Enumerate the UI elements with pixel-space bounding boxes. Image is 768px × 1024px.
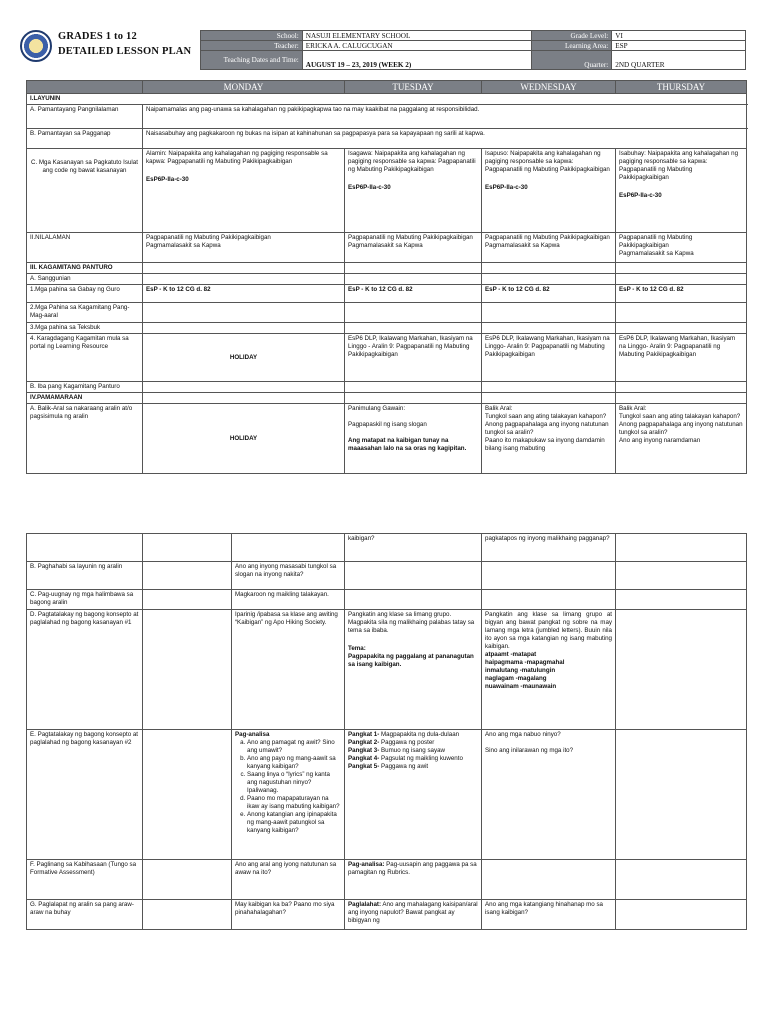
paglinang-wednesday (345, 860, 482, 900)
row-label-paglalapat: G. Paglalapat ng aralin sa pang araw-araw na buhay (27, 900, 143, 930)
empty-cell (616, 730, 747, 860)
empty-cell (143, 303, 345, 323)
pangkat-task: Pagsulat ng maikling kuwento (381, 755, 463, 762)
paglinang-wednesday-text: Pag-uusapin ang paggawa pa sa pamagitan ng Rubrics. (348, 861, 477, 876)
empty-cell (616, 303, 747, 323)
balik-aral-wednesday: Balik Aral: Tungkol saan ang ating talakayan kahapon? Anong pagpapahalaga ang inyong natutunan tungkol sa aralin? Paano ito makapukaw sa inyong damdamin bilang isang mabuting (482, 404, 616, 474)
pangkat-item (348, 747, 478, 755)
empty-cell (143, 382, 345, 393)
gabay-tuesday: EsP - K to 12 CG d. 82 (345, 285, 482, 303)
day-thursday: THURSDAY (616, 81, 747, 94)
blank-header (27, 81, 143, 94)
empty-cell (616, 323, 747, 334)
lesson-plan-table-page2 (26, 533, 747, 930)
row-label-gabay-guro: 1.Mga pahina sa Gabay ng Guro (27, 285, 143, 303)
row-label-learning-resource: 4. Karagdagang Kagamitan mula sa portal ng Learning Resource (27, 334, 143, 382)
paghahabi-tuesday: Ano ang inyong masasabi tungkol sa slogan na inyong nakita? (232, 562, 345, 590)
empty-cell (143, 274, 345, 285)
empty-cell (345, 303, 482, 323)
pagtatalakay-2-wednesday (345, 730, 482, 860)
paglalapat-wednesday-text: Ano ang mahalagang kaisipan/aral ang inyong napulot? Bawat pangkat ay bibigyan ng (348, 901, 478, 924)
row-label-pagtatalakay-2: E. Pagtatalakay ng bagong konsepto at paglalahad ng bagong kasanayan #2 (27, 730, 143, 860)
empty-cell (482, 860, 616, 900)
empty-cell (616, 900, 747, 930)
empty-cell (482, 274, 616, 285)
doc-title-line2: DETAILED LESSON PLAN (58, 46, 192, 57)
kasanayan-tuesday-text: Isagawa: Naipapakita ang kahalagahan ng pagiging responsable sa kapwa: Pagpapanatili ng Mabuting Pakikipagkaibigan (348, 150, 476, 173)
grade-value: VI (612, 31, 746, 41)
grade-label: Grade Level: (532, 31, 612, 41)
row-label-pamantayang-pangnilalaman: A. Pamantayang Pangnilalaman (27, 105, 143, 129)
area-value: ESP (612, 41, 746, 51)
empty-cell (482, 393, 616, 404)
pagtatalakay-1-wednesday-tema: Pagpapakita ng paggalang at pananagutan sa isang kaibigan. (348, 653, 474, 668)
paglalapat-tuesday: May kaibigan ka ba? Paano mo siya pinahahalagahan? (232, 900, 345, 930)
kasanayan-tuesday-code: EsP6P-IIa-c-30 (348, 184, 391, 191)
lr-thursday: EsP6 DLP, Ikalawang Markahan, Ikasiyam na Linggo- Aralin 9: Pagpapanatili ng Mabuting Pakikipagkaibigan (616, 334, 747, 382)
kasanayan-thursday (616, 149, 747, 233)
empty-cell (616, 534, 747, 562)
pangkat-item (348, 731, 478, 739)
teacher-label: Teacher: (201, 41, 303, 51)
row-label-paglinang: F. Paglinang sa Kabihasaan (Tungo sa Formative Assessment) (27, 860, 143, 900)
pangkat-task: Bumuo ng isang sayaw (381, 747, 446, 754)
kasanayan-tuesday (345, 149, 482, 233)
balik-aral-tuesday-activity: Pagpapaskil ng isang slogan (348, 421, 427, 428)
empty-cell (345, 393, 482, 404)
deped-seal-icon (20, 30, 52, 62)
row-label-pamantayan-pagganap: B. Pamantayan sa Pagganap (27, 129, 143, 149)
pangkat-label: Pangkat 1- (348, 731, 380, 738)
empty-cell (345, 382, 482, 393)
empty-cell (616, 263, 747, 274)
nilalaman-wednesday: Pagpapanatili ng Mabuting Pakikipagkaibigan Pagmamalasakit sa Kapwa (482, 233, 616, 263)
question-item: a. Ano ang pamagat ng awit? Sino ang umawit? (247, 739, 341, 755)
pangkat-label: Pangkat 2- (348, 739, 380, 746)
pagtatalakay-1-wednesday-text: Pangkatin ang klase sa limang grupo. Magpakita sila ng malikhaing palabas tatay sa tema sa ibaba. (348, 611, 475, 634)
area-label: Learning Area: (532, 41, 612, 51)
empty-cell (27, 534, 143, 562)
empty-cell (616, 562, 747, 590)
empty-cell (143, 562, 232, 590)
empty-cell (143, 263, 345, 274)
school-label: School: (201, 31, 303, 41)
balik-aral-monday-holiday: HOLIDAY (143, 404, 345, 474)
empty-cell (143, 900, 232, 930)
nilalaman-thursday: Pagpapanatili ng Mabuting Pakikipagkaibigan Pagmamalasakit sa Kapwa (616, 233, 747, 263)
pag-analisa-heading: Pag-analisa (235, 731, 270, 738)
nilalaman-monday: Pagpapanatili ng Mabuting Pakikipagkaibigan Pagmamalasakit sa Kapwa (143, 233, 345, 263)
empty-cell (616, 274, 747, 285)
pamantayang-pangnilalaman-text: Naipamamalas ang pag-unawa sa kahalagahan ng pakikipagkapwa tao na may kaakibat na paggalang at responsibilidad. (143, 105, 747, 129)
row-label-kasanayan: C. Mga Kasanayan sa Pagkatuto Isulat ang code ng bawat kasanayan (27, 149, 143, 233)
empty-cell (345, 274, 482, 285)
question-item: b. Ano ang payo ng mang-aawit sa kanyang kaibigan? (247, 755, 341, 771)
kasanayan-monday (143, 149, 345, 233)
empty-cell (143, 534, 232, 562)
question-item: e. Anong katangian ang ipinapakita ng mang-aawit patungkol sa kanyang kaibigan? (247, 811, 341, 835)
cont-thursday: pagkatapos ng inyong malikhaing pagganap? (482, 534, 616, 562)
pagtatalakay-1-wednesday-tema-label: Tema: (348, 645, 366, 652)
gabay-thursday: EsP - K to 12 CG d. 82 (616, 285, 747, 303)
pag-analisa-questions (235, 739, 341, 835)
empty-cell (616, 382, 747, 393)
balik-aral-tuesday (345, 404, 482, 474)
row-label-balik-aral: A. Balik-Aral sa nakaraang aralin at/o pagsisimula ng aralin (27, 404, 143, 474)
row-label-pagtatalakay-1: D. Pagtatalakay ng bagong konsepto at paglalahad ng bagong kasanayan #1 (27, 610, 143, 730)
lesson-plan-table-page1 (26, 80, 747, 474)
pagtatalakay-1-thursday-text: Pangkatin ang klase sa limang grupo at bigyan ang bawat pangkat ng sobre na may lamang mga letra (jumbled letters). Buuin nila ito ayon sa mga katangian ng isang mabuting kaibigan. (485, 611, 612, 650)
row-label-sanggunian: A. Sanggunian (27, 274, 143, 285)
empty-cell (143, 323, 345, 334)
pagtatalakay-2-tuesday (232, 730, 345, 860)
kasanayan-wednesday (482, 149, 616, 233)
empty-cell (143, 860, 232, 900)
pagtatalakay-1-tuesday: Iparinig /ipabasa sa klase ang awiting “Kaibigan” ng Apo Hiking Society. (232, 610, 345, 730)
gabay-wednesday: EsP - K to 12 CG d. 82 (482, 285, 616, 303)
pangkat-item (348, 763, 478, 771)
kasanayan-monday-text: Alamin: Naipapakita ang kahalagahan ng pagiging responsable sa kapwa: Pagpapanatili ng Mabuting Pakikipagkaibigan (146, 150, 328, 165)
pagtatalakay-1-thursday (482, 610, 616, 730)
empty-cell (345, 562, 482, 590)
pangkat-label: Pangkat 4- (348, 755, 380, 762)
empty-cell (482, 303, 616, 323)
empty-cell (345, 323, 482, 334)
pangkat-label: Pangkat 5- (348, 763, 380, 770)
section-layunin: I.LAYUNIN (27, 94, 747, 105)
row-label-nilalaman: II.NILALAMAN (27, 233, 143, 263)
kasanayan-wednesday-code: EsP6P-IIa-c-30 (485, 184, 528, 191)
paglalapat-wednesday-label: Paglalahat: (348, 901, 382, 908)
empty-cell (616, 610, 747, 730)
day-monday: MONDAY (143, 81, 345, 94)
section-kagamitang-panturo: III. KAGAMITANG PANTURO (27, 263, 143, 274)
row-label-iba-pang-kagamitan: B. Iba pang Kagamitang Panturo (27, 382, 143, 393)
empty-cell (345, 263, 482, 274)
pangkat-task: Paggawa ng awit (381, 763, 429, 770)
pangkat-label: Pangkat 3- (348, 747, 380, 754)
empty-cell (143, 730, 232, 860)
paglalapat-wednesday (345, 900, 482, 930)
empty-cell (616, 590, 747, 610)
balik-aral-tuesday-slogan: Ang matapat na kaibigan tunay na maaasahan lalo na sa oras ng kagipitan. (348, 437, 467, 452)
empty-cell (616, 393, 747, 404)
empty-cell (482, 590, 616, 610)
pag-uugnay-tuesday: Magkaroon ng maikling talakayan. (232, 590, 345, 610)
pagtatalakay-2-thursday: Ano ang mga nabuo ninyo? Sino ang inilarawan ng mga ito? (482, 730, 616, 860)
kasanayan-thursday-text: Isabuhay: Naipapakita ang kahalagahan ng pagiging responsable sa kapwa: Pagpapanatili ng Mabuting Pakikipagkaibigan (619, 150, 739, 181)
pamantayan-pagganap-text: Naisasabuhay ang pagkakaroon ng bukas na isipan at kahinahunan sa pagpapasya para sa kapayapaan ng sarili at kapwa. (143, 129, 747, 149)
pangkat-task: Paggawa ng poster (381, 739, 435, 746)
teacher-value: ERICKA A. CALUGCUGAN (302, 41, 532, 51)
pagtatalakay-1-wednesday (345, 610, 482, 730)
kasanayan-wednesday-text: Isapuso: Naipapakita ang kahalagahan ng pagiging responsable sa kapwa: Pagpapanatili ng Mabuting Pakikipagkaibigan (485, 150, 610, 173)
pangkat-item (348, 739, 478, 747)
lr-tuesday: EsP6 DLP, Ikalawang Markahan, Ikasiyam na Linggo - Aralin 9: Pagpapanatili ng Mabuting Pakikipagkaibigan (345, 334, 482, 382)
empty-cell (232, 534, 345, 562)
row-label-paghahabi: B. Paghahabi sa layunin ng aralin (27, 562, 143, 590)
quarter-label: Quarter: (532, 51, 612, 70)
question-item: c. Saang linya o “lyrics” ng kanta ang nagustuhan ninyo? Ipaliwanag. (247, 771, 341, 795)
row-label-teksbuk: 3.Mga pahina sa Teksbuk (27, 323, 143, 334)
quarter-value: 2ND QUARTER (612, 51, 746, 70)
question-item: d. Paano mo mapapaturayan na ikaw ay isang mabuting kaibigan? (247, 795, 341, 811)
empty-cell (143, 393, 345, 404)
header-info-table (200, 30, 746, 70)
pagtatalakay-1-thursday-words: atpaamt -matapat haipagmama -mapagmahal inmalutang -matulungin naglagam -magalang nuawainam -maunawain (485, 651, 565, 690)
balik-aral-tuesday-heading: Panimulang Gawain: (348, 405, 406, 412)
cont-wednesday: kaibigan? (345, 534, 482, 562)
day-tuesday: TUESDAY (345, 81, 482, 94)
dates-value: AUGUST 19 – 23, 2019 (WEEK 2) (302, 51, 532, 70)
empty-cell (482, 382, 616, 393)
empty-cell (143, 610, 232, 730)
lr-monday-holiday: HOLIDAY (143, 334, 345, 382)
pangkat-item (348, 755, 478, 763)
paglalapat-thursday: Ano ang mga katangiang hinahanap mo sa isang kaibigan? (482, 900, 616, 930)
gabay-monday: EsP - K to 12 CG d. 82 (143, 285, 345, 303)
doc-title-line1: GRADES 1 to 12 (58, 31, 137, 42)
row-label-pag-uugnay: C. Pag-uugnay ng mga halimbawa sa bagong aralin (27, 590, 143, 610)
empty-cell (143, 590, 232, 610)
empty-cell (345, 590, 482, 610)
day-wednesday: WEDNESDAY (482, 81, 616, 94)
section-pamamaraan: IV.PAMAMARAAN (27, 393, 143, 404)
lr-wednesday: EsP6 DLP, Ikalawang Markahan, Ikasiyam na Linggo- Aralin 9: Pagpapanatili ng Mabuting Pakikipagkaibigan (482, 334, 616, 382)
school-value: NASUJI ELEMENTARY SCHOOL (302, 31, 532, 41)
pangkat-task: Magpapakita ng dula-dulaan (381, 731, 460, 738)
kasanayan-thursday-code: EsP6P-IIa-c-30 (619, 192, 662, 199)
balik-aral-thursday: Balik Aral: Tungkol saan ang ating talakayan kahapon? Anong pagpapahalaga ang inyong natutunan tungkol sa aralin? Ano ang inyong naramdaman (616, 404, 747, 474)
paglinang-wednesday-label: Pag-analisa: (348, 861, 385, 868)
empty-cell (482, 323, 616, 334)
row-label-kagamitang-mag-aaral: 2.Mga Pahina sa Kagamitang Pang-Mag-aaral (27, 303, 143, 323)
kasanayan-monday-code: EsP6P-IIa-c-30 (146, 176, 189, 183)
empty-cell (482, 263, 616, 274)
empty-cell (616, 860, 747, 900)
nilalaman-tuesday: Pagpapanatili ng Mabuting Pakikipagkaibigan Pagmamalasakit sa Kapwa (345, 233, 482, 263)
dates-label: Teaching Dates and Time: (201, 51, 303, 70)
paglinang-tuesday: Ano ang aral ang iyong natutunan sa awaw na ito? (232, 860, 345, 900)
empty-cell (482, 562, 616, 590)
